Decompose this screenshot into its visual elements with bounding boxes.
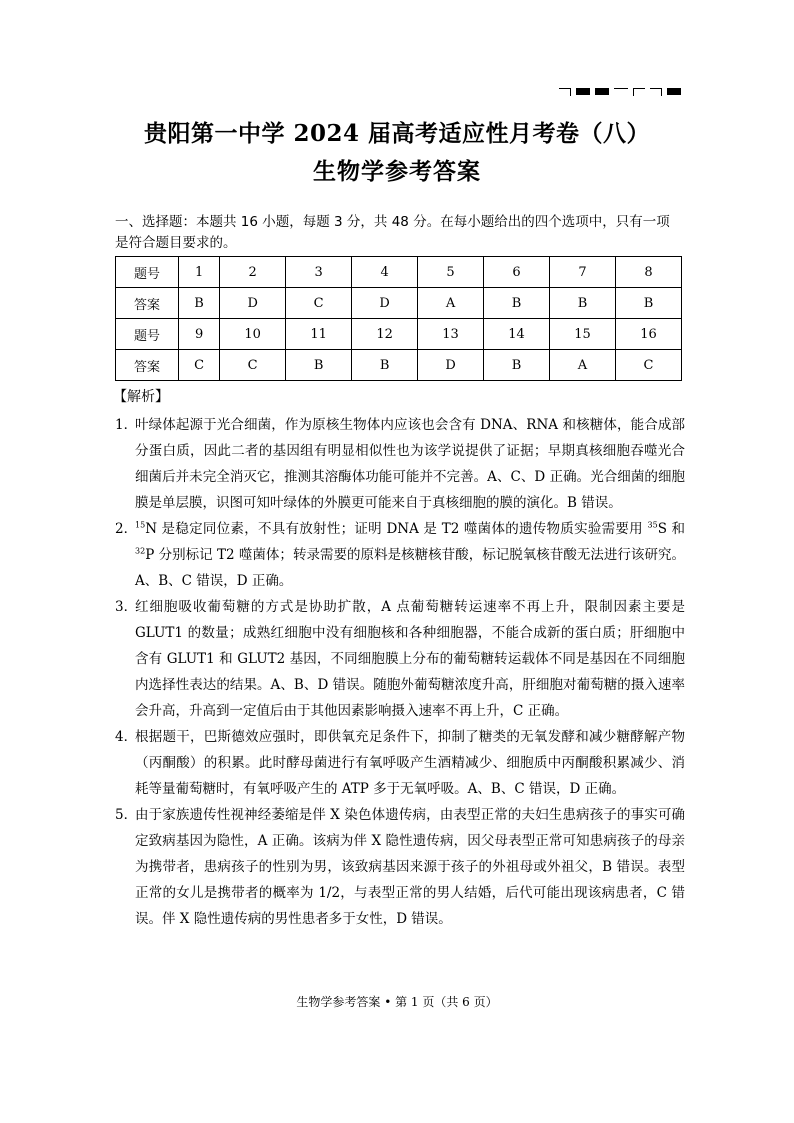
table-cell: B xyxy=(615,288,681,319)
table-cell: 4 xyxy=(352,257,418,288)
table-cell: 5 xyxy=(418,257,484,288)
table-cell: 10 xyxy=(220,319,286,350)
item-number: 1． xyxy=(115,417,138,433)
analysis-item xyxy=(115,412,685,516)
analysis-list xyxy=(115,412,685,932)
analysis-heading: 【解析】 xyxy=(113,389,169,405)
item-text: 根据题干，巴斯德效应强时，即供氧充足条件下，抑制了糖类的无氧发酵和减少糖酵解产物（丙酮酸）的积累。此时酵母菌进行有氧呼吸产生酒精减少、细胞质中丙酮酸积累减少、消耗等量葡萄糖时，有氧呼吸产生的 ATP 多于无氧呼吸。A、B、C 错误，D 正确。 xyxy=(135,729,685,797)
table-cell: B xyxy=(484,288,550,319)
row-label: 题号 xyxy=(116,319,179,350)
corner-mark xyxy=(633,88,645,96)
item-text: P 分别标记 T2 噬菌体；转录需要的原料是核糖核苷酸，标记脱氧核苷酸无法进行该研究。A、B、C 错误，D 正确。 xyxy=(135,547,685,589)
table-cell: 11 xyxy=(286,319,352,350)
table-cell: D xyxy=(418,350,484,381)
analysis-item xyxy=(115,802,685,932)
answer-table xyxy=(115,256,682,381)
table-row xyxy=(116,257,682,288)
table-cell: D xyxy=(220,288,286,319)
table-cell: C xyxy=(179,350,220,381)
item-number: 2． xyxy=(115,521,138,537)
row-label: 答案 xyxy=(116,350,179,381)
item-text: N 是稳定同位素，不具有放射性；证明 DNA 是 T2 噬菌体的遗传物质实验需要用 xyxy=(145,521,648,537)
corner-mark xyxy=(559,88,571,96)
table-cell: 8 xyxy=(615,257,681,288)
analysis-item xyxy=(115,594,685,724)
analysis-item xyxy=(115,516,685,594)
table-cell: 9 xyxy=(179,319,220,350)
table-cell: 16 xyxy=(615,319,681,350)
table-cell: D xyxy=(352,288,418,319)
table-row xyxy=(116,319,682,350)
table-cell: 6 xyxy=(484,257,550,288)
isotope-superscript: 35 xyxy=(647,520,658,530)
isotope-superscript: 32 xyxy=(135,546,146,556)
table-cell: 14 xyxy=(484,319,550,350)
item-text: S 和 xyxy=(657,521,685,537)
table-cell: C xyxy=(615,350,681,381)
table-cell: 2 xyxy=(220,257,286,288)
item-text: 红细胞吸收葡萄糖的方式是协助扩散，A 点葡萄糖转运速率不再上升，限制因素主要是 GLUT1 的数量；成熟红细胞中没有细胞核和各种细胞器，不能合成新的蛋白质；肝细胞中含有 GLUT1 和 GLUT2 基因，不同细胞膜上分布的葡萄糖转运载体不同是基因在不同细胞内选择性表达的结果。A、B、D 错误。随胞外葡萄糖浓度升高，肝细胞对葡萄糖的摄入速率会升高，升高到一定值后由于其他因素影响摄入速率不再上升，C 正确。 xyxy=(135,599,685,719)
table-cell: 7 xyxy=(550,257,616,288)
item-number: 5． xyxy=(115,807,138,823)
solid-mark xyxy=(576,88,590,95)
section-instructions: 一、选择题：本题共 16 小题，每题 3 分，共 48 分。在每小题给出的四个选项中，只有一项是符合题目要求的。 xyxy=(115,214,670,251)
table-cell: B xyxy=(484,350,550,381)
page-footer: 生物学参考答案 • 第 1 页（共 6 页） xyxy=(296,995,498,1009)
table-cell: A xyxy=(418,288,484,319)
document-subtitle: 生物学参考答案 xyxy=(313,158,481,185)
isotope-superscript: 15 xyxy=(135,520,146,530)
item-number: 3． xyxy=(115,599,138,615)
table-cell: B xyxy=(286,350,352,381)
table-cell: 1 xyxy=(179,257,220,288)
table-cell: B xyxy=(550,288,616,319)
table-cell: C xyxy=(220,350,286,381)
registration-marks xyxy=(559,88,681,96)
item-text: 由于家族遗传性视神经萎缩是伴 X 染色体遗传病，由表型正常的夫妇生患病孩子的事实可确定致病基因为隐性，A 正确。该病为伴 X 隐性遗传病，因父母表型正常可知患病孩子的母亲为携带者，患病孩子的性别为男，该致病基因来源于孩子的外祖母或外祖父，B 错误。表型正常的女儿是携带者的概率为 1/2，与表型正常的男人结婚，后代可能出现该病患者，C 错误。伴 X 隐性遗传病的男性患者多于女性，D 错误。 xyxy=(135,807,685,927)
table-row xyxy=(116,288,682,319)
table-cell: 15 xyxy=(550,319,616,350)
bar-mark xyxy=(614,88,628,89)
document-title: 贵阳第一中学 2024 届高考适应性月考卷（八） xyxy=(143,120,651,147)
solid-mark xyxy=(667,88,681,95)
row-label: 答案 xyxy=(116,288,179,319)
analysis-item xyxy=(115,724,685,802)
table-cell: 12 xyxy=(352,319,418,350)
table-cell: C xyxy=(286,288,352,319)
table-row xyxy=(116,350,682,381)
solid-mark xyxy=(595,88,609,95)
item-number: 4． xyxy=(115,729,138,745)
row-label: 题号 xyxy=(116,257,179,288)
item-text: 叶绿体起源于光合细菌，作为原核生物体内应该也会含有 DNA、RNA 和核糖体，能合成部分蛋白质，因此二者的基因组有明显相似性也为该学说提供了证据；早期真核细胞吞噬光合细菌后并未完全消灭它，推测其溶酶体功能可能并不完善。A、C、D 正确。光合细菌的细胞膜是单层膜，识图可知叶绿体的外膜更可能来自于真核细胞的膜的演化。B 错误。 xyxy=(135,417,685,511)
table-cell: B xyxy=(179,288,220,319)
corner-mark xyxy=(650,88,662,96)
table-cell: B xyxy=(352,350,418,381)
table-cell: 13 xyxy=(418,319,484,350)
table-cell: A xyxy=(550,350,616,381)
table-cell: 3 xyxy=(286,257,352,288)
